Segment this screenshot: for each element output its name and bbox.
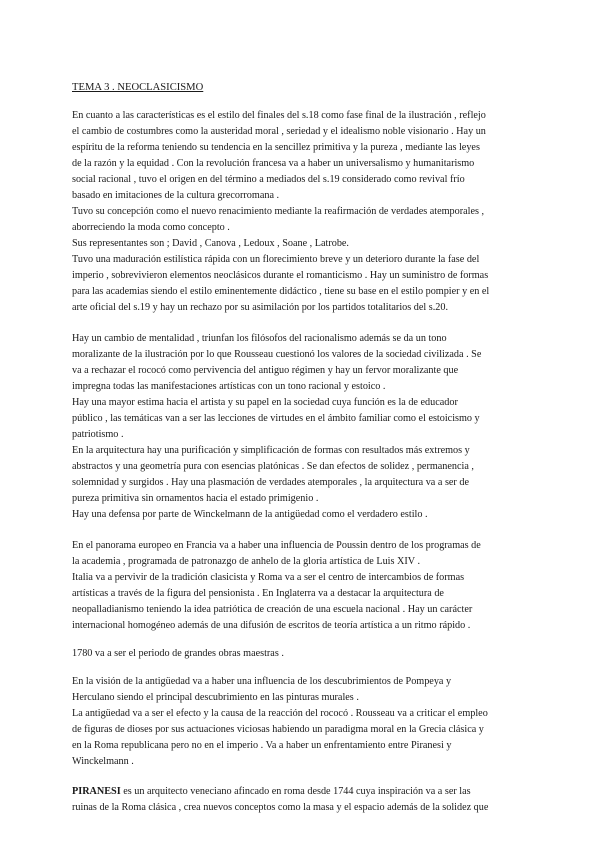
text-line: Hay una mayor estima hacia el artista y su papel en la sociedad cuya función es la de educador <box>72 397 458 408</box>
text-line: imperio , sobrevivieron elementos neoclásicos durante el romanticismo . Hay un suministro de formas <box>72 270 489 281</box>
bold-lead: PIRANESI <box>72 786 121 797</box>
text-line: artísticas a través de la figura del pensionista . En Inglaterra va a destacar la arquitectura de <box>72 588 444 599</box>
text-line: internacional homogéneo además de una difusión de escritos de teoría artística a un ritmo rápido . <box>72 620 471 631</box>
text-line: basado en imitaciones de la cultura grecorromana . <box>72 190 280 201</box>
text-line: Hay una defensa por parte de Winckelmann de la antigüedad como el verdadero estilo . <box>72 509 428 520</box>
text-line: arte oficial del s.19 y hay un rechazo por su asimilación por los partidos totalitarios del s.20. <box>72 302 448 313</box>
text-line: social racional , tuvo el origen en del término a mediados del s.19 considerado como revival frío <box>72 174 465 185</box>
text-line: solemnidad y surgidos . Hay una plasmación de verdades atemporales , la arquitectura va a ser de <box>72 477 469 488</box>
text-line: En la visión de la antigüedad va a haber una influencia de los descubrimientos de Pompeya y <box>72 676 452 687</box>
text-line: el cambio de costumbres como la austeridad moral , seriedad y el idealismo noble visionario . Hay un <box>72 126 486 137</box>
text-line: espíritu de la reforma teniendo su tendencia en la sencillez primitiva y la pureza , mediante las leyes <box>72 142 480 153</box>
text-line: público , las temáticas van a ser las lecciones de virtudes en el ámbito familiar como el estoicismo y <box>72 413 480 424</box>
text-line: de figuras de dioses por sus actuaciones viciosas habiendo un paradigma moral en la Grecia clásica y <box>72 724 484 735</box>
text-line: para las academias siendo el estilo eminentemente didáctico , tiene su base en el estilo pompier y en el <box>72 286 490 297</box>
text-line: va a rechazar el rococó como pervivencia del antiguo régimen y hay un fervor moralizante que <box>72 365 459 376</box>
text-line: En la arquitectura hay una purificación y simplificación de formas con resultados más extremos y <box>72 445 470 456</box>
text-line: neopalladianismo teniendo la idea patriótica de creación de una escuela nacional . Hay un carácter <box>72 604 473 615</box>
text-line: ruinas de la Roma clásica , crea nuevos conceptos como la masa y el espacio además de la solidez que <box>72 802 489 813</box>
text-line: aborreciendo la moda como concepto . <box>72 222 230 233</box>
text-line: Tuvo una maduración estilística rápida con un florecimiento breve y un deterioro durante la fase del <box>72 254 480 265</box>
text-line-rest: es un arquitecto veneciano afincado en roma desde 1744 cuya inspiración va a ser las <box>120 786 471 797</box>
text-line: impregna todas las manifestaciones artísticas con un tono racional y estoico . <box>72 381 386 392</box>
text-line: Tuvo su concepción como el nuevo renacimiento mediante la reafirmación de verdades atemporales , <box>72 206 485 217</box>
text-line: En cuanto a las características es el estilo del finales del s.18 como fase final de la ilustración , reflejo <box>72 110 486 121</box>
text-line: En el panorama europeo en Francia va a haber una influencia de Poussin dentro de los programas de <box>72 540 481 551</box>
text-line: Hay un cambio de mentalidad , triunfan los filósofos del racionalismo además se da un tono <box>72 333 447 344</box>
text-line: de la razón y la equidad . Con la revolución francesa va a haber un universalismo y humanitarismo <box>72 158 475 169</box>
text-line: Italia va a pervivir de la tradición clasicista y Roma va a ser el centro de intercambios de formas <box>72 572 465 583</box>
document-title: TEMA 3 . NEOCLASICISMO <box>72 82 204 93</box>
text-line: patriotismo . <box>72 429 124 440</box>
text-line <box>72 785 532 798</box>
text-line: abstractos y una geometría pura con esencias platónicas . Se dan efectos de solidez , permanencia , <box>72 461 474 472</box>
text-line: Sus representantes son ; David , Canova , Ledoux , Soane , Latrobe. <box>72 238 349 249</box>
text-line: La antigüedad va a ser el efecto y la causa de la reacción del rococó . Rousseau va a criticar el empleo <box>72 708 488 719</box>
text-line: 1780 va a ser el periodo de grandes obras maestras . <box>72 648 284 659</box>
text-line: pureza primitiva sin ornamentos hacia el estado primigenio . <box>72 493 319 504</box>
text-line: Winckelmann . <box>72 756 134 767</box>
text-line: Herculano siendo el principal descubrimiento en las pinturas murales . <box>72 692 359 703</box>
text-line: en la Roma republicana pero no en el imperio . Va a haber un enfrentamiento entre Piranesi y <box>72 740 452 751</box>
text-line: la academia , programada de patronazgo de anhelo de la gloria artística de Luis XIV . <box>72 556 421 567</box>
text-line: moralizante de la ilustración por lo que Rousseau cuestionó los valores de la sociedad civilizada . Se <box>72 349 482 360</box>
